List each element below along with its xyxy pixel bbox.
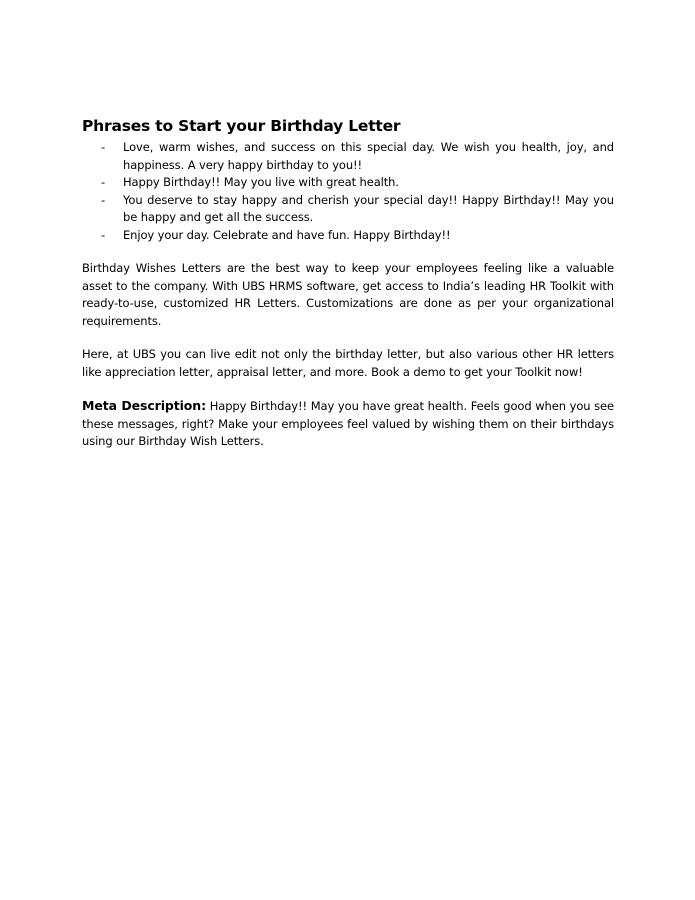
bullet-dash: - [101,227,106,242]
list-item [82,139,614,174]
bullet-dash: - [101,140,106,154]
body-paragraph-live-edit: Here, at UBS you can live edit not only the birthday letter, but also various other HR letters like appreciation letter, appraisal letter, and more. Book a demo to get your Toolkit now! [82,347,614,379]
body-paragraph-toolkit: Birthday Wishes Letters are the best way to keep your employees feeling like a valuable asset to the company. With UBS HRMS software, get access to India’s leading HR Toolkit with ready-to-use, customized HR Letters. Customizations are done as per your organizational requirements. [82,261,614,328]
bullet-dash: - [101,192,106,207]
meta-description-paragraph [82,397,614,451]
list-item-text: You deserve to stay happy and cherish your special day!! Happy Birthday!! May you be happy and get all the success. [123,192,614,224]
section-heading: Phrases to Start your Birthday Letter [82,117,401,135]
list-item-text: Love, warm wishes, and success on this special day. We wish you health, joy, and happiness. A very happy birthday to you!! [123,140,614,172]
list-item-text: Enjoy your day. Celebrate and have fun. Happy Birthday!! [123,227,451,242]
list-item-text: Happy Birthday!! May you live with great health. [123,175,399,189]
bullet-dash: - [101,175,106,189]
list-item [82,174,614,192]
phrases-list [82,139,614,244]
document-content [82,116,614,451]
meta-description-label: Meta Description: [82,398,206,413]
meta-description-text: Happy Birthday!! May you have great health. Feels good when you see these messages, right? Make your employees feel valued by wishing them on their birthdays using our Birthday Wish Letters. [82,399,615,448]
list-item [82,192,614,227]
list-item [82,227,614,245]
